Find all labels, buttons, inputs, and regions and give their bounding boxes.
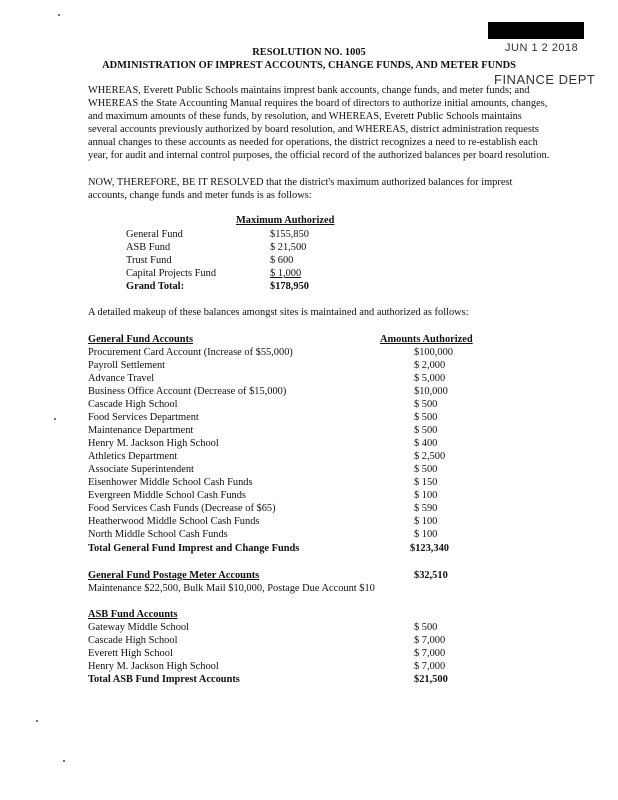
postage-header: General Fund Postage Meter Accounts [88, 570, 260, 581]
asb-total-value: $21,500 [414, 674, 448, 685]
general-fund-total-value: $123,340 [410, 543, 449, 554]
account-label: Henry M. Jackson High School [88, 438, 219, 449]
date-stamp: JUN 1 2 2018 [505, 42, 579, 54]
account-label: Eisenhower Middle School Cash Funds [88, 477, 253, 488]
account-label: Procurement Card Account (Increase of $55,000) [88, 347, 293, 358]
resolved-paragraph [88, 176, 598, 202]
summary-value: $ 600 [270, 255, 294, 266]
whereas-line: WHEREAS the State Accounting Manual requires the board of directors to authorize initial amounts, changes, [88, 98, 548, 109]
scan-speck [54, 418, 56, 420]
account-label: Food Services Cash Funds (Decrease of $65) [88, 503, 276, 514]
account-amount: $ 7,000 [414, 635, 446, 646]
account-amount: $ 100 [414, 490, 438, 501]
resolution-number: RESOLUTION NO. 1005 [252, 47, 366, 58]
account-label: Athletics Department [88, 451, 178, 462]
account-label: Evergreen Middle School Cash Funds [88, 490, 246, 501]
postage-value: $32,510 [414, 570, 448, 581]
detail-intro: A detailed makeup of these balances amongst sites is maintained and authorized as follows: [88, 307, 469, 318]
summary-value: $ 1,000 [270, 268, 302, 279]
postage-detail: Maintenance $22,500, Bulk Mail $10,000, Postage Due Account $10 [88, 583, 375, 594]
account-amount: $ 500 [414, 464, 438, 475]
account-label: Maintenance Department [88, 425, 194, 436]
account-amount: $ 2,500 [414, 451, 446, 462]
grand-total-label: Grand Total: [126, 281, 185, 292]
whereas-paragraph [88, 84, 598, 162]
summary-label: Trust Fund [126, 255, 172, 266]
account-amount: $ 500 [414, 425, 438, 436]
whereas-line: several accounts previously authorized by board resolution, and WHEREAS, district administration requests [88, 124, 539, 135]
account-amount: $ 5,000 [414, 373, 446, 384]
amounts-authorized-header: Amounts Authorized [380, 334, 473, 345]
account-label: Advance Travel [88, 373, 155, 384]
account-label: Everett High School [88, 648, 173, 659]
summary-header: Maximum Authorized [236, 215, 335, 226]
whereas-line: and maximum amounts of these funds, by resolution, and WHEREAS, Everett Public Schools maintains [88, 111, 522, 122]
whereas-line: year, for audit and internal control purposes, the official record of the authorized balances per board resolution. [88, 150, 550, 161]
account-label: Business Office Account (Decrease of $15,000) [88, 386, 287, 397]
account-amount: $ 500 [414, 622, 438, 633]
redaction-bar [488, 22, 584, 39]
asb-fund-header: ASB Fund Accounts [88, 609, 178, 620]
account-amount: $100,000 [414, 347, 453, 358]
whereas-line: WHEREAS, Everett Public Schools maintains imprest bank accounts, change funds, and meter funds; and [88, 85, 530, 96]
account-label: North Middle School Cash Funds [88, 529, 228, 540]
summary-value: $155,850 [270, 229, 309, 240]
account-amount: $ 7,000 [414, 661, 446, 672]
account-amount: $ 500 [414, 399, 438, 410]
account-amount: $ 2,000 [414, 360, 446, 371]
whereas-line: annual changes to these accounts as needed for operations, the district recognizes a need to re-establish each [88, 137, 538, 148]
account-amount: $ 500 [414, 412, 438, 423]
account-amount: $ 7,000 [414, 648, 446, 659]
account-label: Heatherwood Middle School Cash Funds [88, 516, 260, 527]
account-amount: $ 100 [414, 529, 438, 540]
account-label: Food Services Department [88, 412, 199, 423]
general-fund-header: General Fund Accounts [88, 334, 194, 345]
account-label: Gateway Middle School [88, 622, 189, 633]
summary-label: General Fund [126, 229, 183, 240]
account-amount: $ 150 [414, 477, 438, 488]
account-label: Cascade High School [88, 399, 178, 410]
account-label: Cascade High School [88, 635, 178, 646]
asb-total-label: Total ASB Fund Imprest Accounts [88, 674, 240, 685]
scan-speck [58, 14, 60, 16]
account-label: Henry M. Jackson High School [88, 661, 219, 672]
resolution-title: ADMINISTRATION OF IMPREST ACCOUNTS, CHANGE FUNDS, AND METER FUNDS [102, 60, 516, 71]
account-label: Associate Superintendent [88, 464, 194, 475]
resolved-line: accounts, change funds and meter funds is as follows: [88, 190, 312, 201]
grand-total-value: $178,950 [270, 281, 309, 292]
general-fund-total-label: Total General Fund Imprest and Change Funds [88, 543, 300, 554]
scan-speck [63, 760, 65, 762]
account-amount: $10,000 [414, 386, 448, 397]
account-label: Payroll Settlement [88, 360, 166, 371]
finance-dept-stamp: FINANCE DEPT [494, 72, 596, 87]
scan-speck [36, 720, 38, 722]
summary-value: $ 21,500 [270, 242, 307, 253]
account-amount: $ 590 [414, 503, 438, 514]
resolved-line: NOW, THEREFORE, BE IT RESOLVED that the district's maximum authorized balances for imprest [88, 177, 513, 188]
account-amount: $ 400 [414, 438, 438, 449]
summary-label: ASB Fund [126, 242, 171, 253]
summary-label: Capital Projects Fund [126, 268, 217, 279]
account-amount: $ 100 [414, 516, 438, 527]
